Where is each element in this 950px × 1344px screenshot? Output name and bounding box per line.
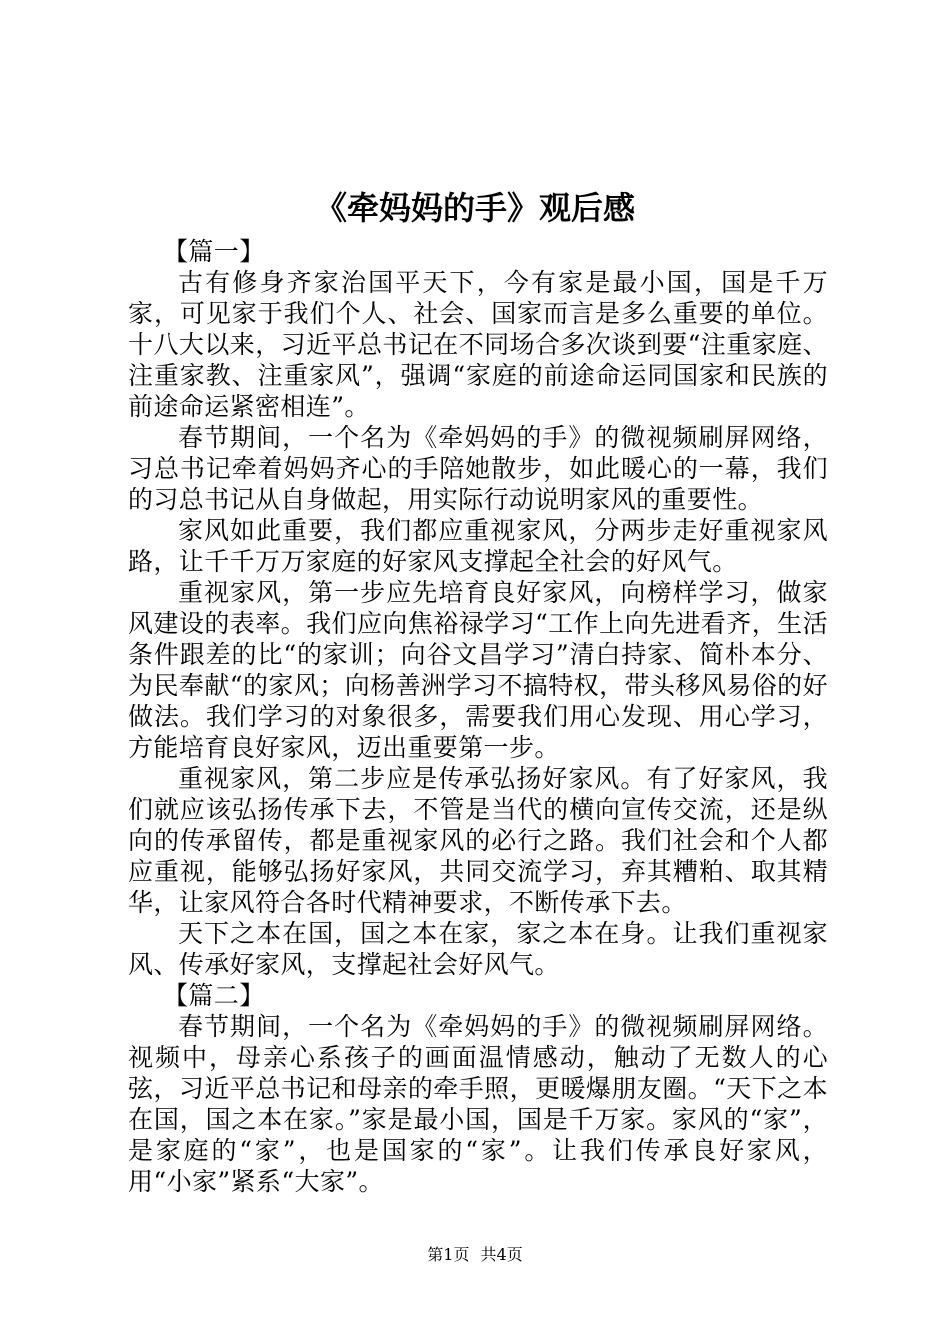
document-title: 《牵妈妈的手》观后感	[314, 189, 635, 227]
document-body	[128, 236, 828, 1197]
paragraph: 古有修身齐家治国平天下，今有家是最小国，国是千万家，可见家于我们个人、社会、国家而言是多么重要的单位。十八大以来，习近平总书记在不同场合多次谈到要“注重家庭、注重家教、注重家风”，强调“家庭的前途命运同国家和民族的前途命运紧密相连”。	[128, 268, 828, 421]
paragraph: 春节期间，一个名为《牵妈妈的手》的微视频刷屏网络。视频中，母亲心系孩子的画面温情感动，触动了无数人的心弦，习近平总书记和母亲的牵手照，更暖爆朋友圈。“天下之本在国，国之本在家。”家是最小国，国是千万家。家风的“家”，是家庭的“家”，也是国家的“家”。让我们传承良好家风，用“小家”紧系“大家”。	[128, 1012, 828, 1196]
section-heading: 【篇二】	[163, 981, 265, 1010]
page-number: 第1页	[427, 1245, 470, 1264]
paragraph: 天下之本在国，国之本在家，家之本在身。让我们重视家风、传承好家风，支撑起社会好风气。	[128, 919, 828, 979]
page-total: 共4页	[480, 1245, 523, 1264]
paragraph: 春节期间，一个名为《牵妈妈的手》的微视频刷屏网络，习总书记牵着妈妈齐心的手陪她散步，如此暖心的一幕，我们的习总书记从自身做起，用实际行动说明家风的重要性。	[128, 423, 828, 514]
section-heading: 【篇一】	[163, 237, 265, 266]
paragraph: 重视家风，第二步应是传承弘扬好家风。有了好家风，我们就应该弘扬传承下去，不管是当代的横向宣传交流，还是纵向的传承留传，都是重视家风的必行之路。我们社会和个人都应重视，能够弘扬好家风，共同交流学习，弃其糟粕、取其精华，让家风符合各时代精神要求，不断传承下去。	[128, 764, 828, 917]
paragraph: 重视家风，第一步应先培育良好家风，向榜样学习，做家风建设的表率。我们应向焦裕禄学习“工作上向先进看齐，生活条件跟差的比“的家训；向谷文昌学习”清白持家、简朴本分、为民奉献“的家风；向杨善洲学习不搞特权，带头移风易俗的好做法。我们学习的对象很多，需要我们用心发现、用心学习，方能培育良好家风，迈出重要第一步。	[128, 578, 828, 762]
page-footer	[0, 1245, 950, 1265]
paragraph: 家风如此重要，我们都应重视家风，分两步走好重视家风路，让千千万万家庭的好家风支撑起全社会的好风气。	[128, 516, 828, 576]
